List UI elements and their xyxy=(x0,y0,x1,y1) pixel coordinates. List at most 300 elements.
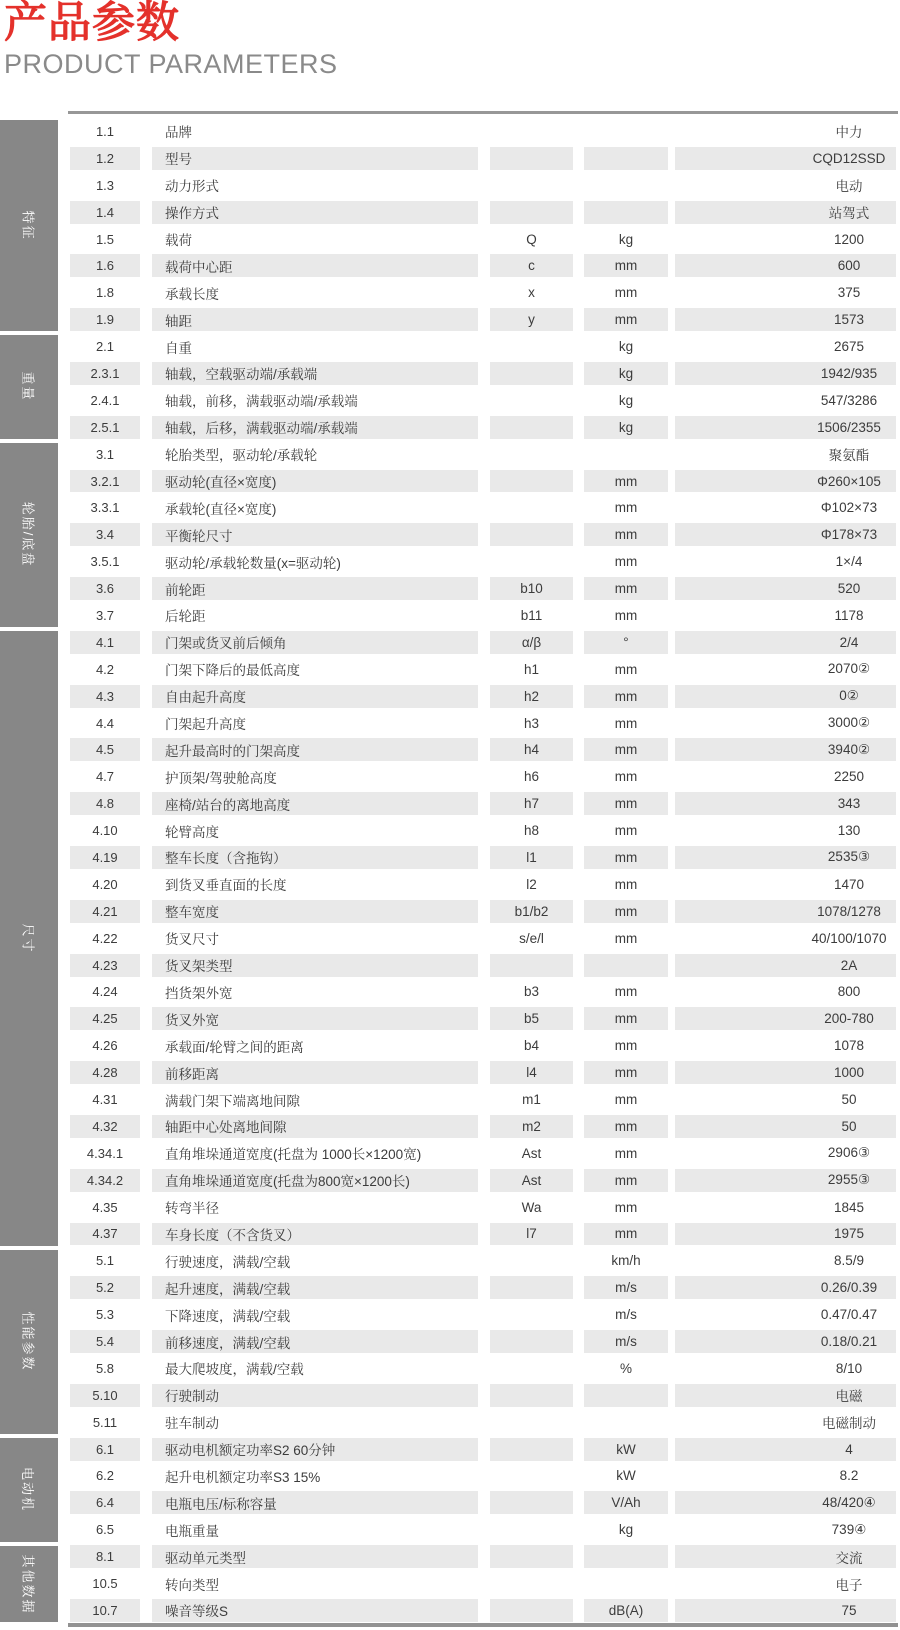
row-number-cell: 5.2 xyxy=(70,1276,140,1299)
symbol-cell xyxy=(490,174,573,197)
symbol-cell xyxy=(490,1357,573,1380)
unit-cell: mm xyxy=(584,738,668,761)
unit-cell: mm xyxy=(584,1169,668,1192)
table-row xyxy=(0,1086,900,1113)
value-cell: 电磁制动 xyxy=(822,1416,876,1432)
section-label: 性能参数 xyxy=(20,1311,36,1372)
symbol-cell: h6 xyxy=(523,769,540,785)
row-number-cell: 4.34.1 xyxy=(86,1145,124,1161)
table-row xyxy=(0,952,900,979)
value-cell: 1000 xyxy=(675,1061,896,1084)
value-cell: 2A xyxy=(675,954,896,977)
unit-cell: mm xyxy=(614,500,638,516)
symbol-cell xyxy=(490,954,573,977)
table-row xyxy=(0,1221,900,1248)
symbol-cell xyxy=(490,496,573,519)
page-subtitle: PRODUCT PARAMETERS xyxy=(4,49,338,79)
value-cell: 1470 xyxy=(833,876,865,892)
param-name-cell: 转弯半径 xyxy=(165,1201,219,1217)
row-number-cell: 5.10 xyxy=(70,1384,140,1407)
table-row xyxy=(0,575,900,602)
param-name-cell: 自由起升高度 xyxy=(152,685,478,708)
table-row xyxy=(0,710,900,737)
symbol-cell xyxy=(490,1599,573,1622)
unit-cell: mm xyxy=(614,1038,638,1054)
symbol-cell xyxy=(490,1465,573,1488)
row-number-cell: 4.28 xyxy=(70,1061,140,1084)
unit-cell: mm xyxy=(584,685,668,708)
symbol-cell: h1 xyxy=(523,661,540,677)
param-name-cell: 起升最高时的门架高度 xyxy=(152,738,478,761)
table-row xyxy=(0,1301,900,1328)
table-row xyxy=(0,1543,900,1570)
row-number-cell: 4.7 xyxy=(95,769,115,785)
symbol-cell xyxy=(490,120,573,143)
value-cell: 547/3286 xyxy=(820,392,878,408)
table-row xyxy=(0,1328,900,1355)
table-row xyxy=(0,1409,900,1436)
row-number-cell: 4.23 xyxy=(70,954,140,977)
row-number-cell: 4.1 xyxy=(70,631,140,654)
unit-cell: mm xyxy=(584,523,668,546)
symbol-cell: m1 xyxy=(522,1092,541,1107)
symbol-cell xyxy=(490,1572,573,1595)
param-name-cell: 货叉外宽 xyxy=(152,1007,478,1030)
symbol-cell xyxy=(490,470,573,493)
param-name-cell: 转向类型 xyxy=(165,1577,219,1593)
row-number-cell: 4.3 xyxy=(70,685,140,708)
row-number-cell: 4.26 xyxy=(92,1038,118,1054)
symbol-cell: b10 xyxy=(490,577,573,600)
param-name-cell: 操作方式 xyxy=(152,201,478,224)
value-cell: 200-780 xyxy=(675,1007,896,1030)
table-row xyxy=(0,118,900,145)
param-name-cell: 护顶架/驾驶舱高度 xyxy=(165,770,277,786)
unit-cell: kg xyxy=(584,362,668,385)
table-row xyxy=(0,1059,900,1086)
value-cell: 2906③ xyxy=(827,1145,871,1161)
table-row xyxy=(0,1436,900,1463)
row-number-cell: 3.5.1 xyxy=(90,554,120,570)
value-cell: 电动 xyxy=(835,179,863,195)
unit-cell: kg xyxy=(618,339,634,355)
unit-cell xyxy=(584,1384,668,1407)
table-row xyxy=(0,226,900,253)
unit-cell: kg xyxy=(618,1522,634,1538)
value-cell: 75 xyxy=(675,1599,896,1622)
symbol-cell: Ast xyxy=(521,1145,542,1161)
unit-cell: m/s xyxy=(584,1276,668,1299)
param-name-cell: 承载长度 xyxy=(165,286,219,302)
unit-cell: mm xyxy=(584,1115,668,1138)
row-number-cell: 6.4 xyxy=(70,1491,140,1514)
row-number-cell: 6.5 xyxy=(95,1522,115,1538)
param-name-cell: 平衡轮尺寸 xyxy=(152,523,478,546)
row-number-cell: 4.21 xyxy=(70,900,140,923)
table-row xyxy=(0,817,900,844)
unit-cell: kg xyxy=(618,392,634,408)
param-name-cell: 前轮距 xyxy=(152,577,478,600)
symbol-cell: m2 xyxy=(490,1115,573,1138)
unit-cell: km/h xyxy=(611,1253,641,1269)
symbol-cell xyxy=(490,201,573,224)
unit-cell: mm xyxy=(614,715,638,731)
value-cell: 8/10 xyxy=(835,1360,863,1376)
param-name-cell: 轴载，后移，满载驱动端/承载端 xyxy=(152,416,478,439)
unit-cell: m/s xyxy=(615,1307,637,1323)
symbol-cell: h7 xyxy=(490,792,573,815)
value-cell: 2675 xyxy=(833,339,865,355)
table-row xyxy=(0,1247,900,1274)
param-name-cell: 车身长度（不含货叉） xyxy=(152,1223,478,1246)
unit-cell xyxy=(584,1411,668,1434)
unit-cell xyxy=(584,174,668,197)
param-name-cell: 驱动电机额定功率S2 60分钟 xyxy=(152,1438,478,1461)
row-number-cell: 6.2 xyxy=(95,1468,115,1484)
unit-cell: mm xyxy=(584,1223,668,1246)
value-cell: 50 xyxy=(841,1092,857,1107)
unit-cell: kW xyxy=(584,1438,668,1461)
unit-cell: mm xyxy=(584,470,668,493)
unit-cell xyxy=(584,1572,668,1595)
param-name-cell: 轴载，空载驱动端/承载端 xyxy=(152,362,478,385)
value-cell: 1078 xyxy=(833,1038,865,1054)
row-number-cell: 3.2.1 xyxy=(70,470,140,493)
page-title: 产品参数 xyxy=(4,0,180,47)
unit-cell: V/Ah xyxy=(584,1491,668,1514)
value-cell: 0② xyxy=(675,685,896,708)
section-label: 轮胎/底盘 xyxy=(20,502,36,568)
value-cell: Φ260×105 xyxy=(675,470,896,493)
value-cell: CQD12SSD xyxy=(675,147,896,170)
symbol-cell xyxy=(490,1249,573,1272)
param-name-cell: 轴载，前移，满载驱动端/承载端 xyxy=(165,394,358,410)
unit-cell xyxy=(584,1545,668,1568)
table-row xyxy=(0,1274,900,1301)
symbol-cell xyxy=(490,1491,573,1514)
param-name-cell: 轮胎类型，驱动轮/承载轮 xyxy=(165,448,318,464)
section-label: 重量 xyxy=(20,371,36,402)
table-row xyxy=(0,145,900,172)
table-row xyxy=(0,172,900,199)
unit-cell: mm xyxy=(614,1199,638,1215)
section-label: 尺寸 xyxy=(20,923,36,954)
row-number-cell: 1.6 xyxy=(70,254,140,277)
table-row xyxy=(0,441,900,468)
symbol-cell: c xyxy=(490,254,573,277)
table-row xyxy=(0,1005,900,1032)
unit-cell: mm xyxy=(614,554,638,570)
symbol-cell xyxy=(490,523,573,546)
param-name-cell: 满载门架下端离地间隙 xyxy=(165,1093,300,1109)
table-row xyxy=(0,387,900,414)
symbol-cell: l7 xyxy=(490,1223,573,1246)
row-number-cell: 4.25 xyxy=(70,1007,140,1030)
row-number-cell: 3.7 xyxy=(95,607,115,623)
row-number-cell: 4.4 xyxy=(95,715,115,731)
value-cell: 2535③ xyxy=(675,846,896,869)
param-name-cell: 前移距离 xyxy=(152,1061,478,1084)
unit-cell: mm xyxy=(584,577,668,600)
unit-cell: mm xyxy=(584,254,668,277)
table-row xyxy=(0,1516,900,1543)
unit-cell: mm xyxy=(614,1092,638,1107)
symbol-cell xyxy=(490,1438,573,1461)
table-row xyxy=(0,1597,900,1624)
value-cell: 4 xyxy=(675,1438,896,1461)
param-name-cell: 轴距 xyxy=(152,308,478,331)
row-number-cell: 1.1 xyxy=(95,123,115,139)
param-name-cell: 电瓶重量 xyxy=(165,1523,219,1539)
row-number-cell: 4.5 xyxy=(70,738,140,761)
table-row xyxy=(0,1382,900,1409)
row-number-cell: 5.11 xyxy=(92,1414,118,1430)
table-row xyxy=(0,979,900,1006)
value-cell: 0.47/0.47 xyxy=(820,1307,878,1323)
table-row xyxy=(0,1167,900,1194)
param-name-cell: 载荷 xyxy=(165,233,192,248)
param-name-cell: 动力形式 xyxy=(165,179,219,195)
param-name-cell: 承载轮(直径×宽度) xyxy=(165,501,277,517)
table-row xyxy=(0,199,900,226)
symbol-cell: s/e/l xyxy=(519,930,544,946)
param-name-cell: 直角堆垛通道宽度(托盘为 1000长×1200宽) xyxy=(165,1147,422,1163)
row-number-cell: 2.5.1 xyxy=(70,416,140,439)
row-number-cell: 1.3 xyxy=(95,177,115,193)
value-cell: 电子 xyxy=(835,1577,863,1593)
unit-cell xyxy=(584,120,668,143)
table-row xyxy=(0,1032,900,1059)
value-cell: 1942/935 xyxy=(675,362,896,385)
unit-cell: kg xyxy=(584,416,668,439)
symbol-cell xyxy=(490,1276,573,1299)
unit-cell: mm xyxy=(584,846,668,869)
symbol-cell: b1/b2 xyxy=(490,900,573,923)
row-number-cell: 4.8 xyxy=(70,792,140,815)
symbol-cell: Ast xyxy=(490,1169,573,1192)
unit-cell: kW xyxy=(616,1468,636,1484)
param-name-cell: 轮臂高度 xyxy=(165,824,219,840)
row-number-cell: 4.35 xyxy=(92,1199,118,1215)
unit-cell: mm xyxy=(614,876,638,892)
table-row xyxy=(0,871,900,898)
param-name-cell: 驻车制动 xyxy=(165,1416,219,1432)
symbol-cell: b5 xyxy=(490,1007,573,1030)
table-row xyxy=(0,683,900,710)
param-name-cell: 门架或货叉前后倾角 xyxy=(152,631,478,654)
table-top-rule xyxy=(68,111,898,114)
unit-cell xyxy=(584,147,668,170)
symbol-cell: l2 xyxy=(526,876,537,892)
table-row xyxy=(0,521,900,548)
table-row xyxy=(0,333,900,360)
value-cell: Φ102×73 xyxy=(820,500,878,516)
row-number-cell: 2.1 xyxy=(95,339,115,355)
table-row xyxy=(0,468,900,495)
symbol-cell: y xyxy=(490,308,573,331)
parameters-table xyxy=(0,118,900,1624)
value-cell: 1178 xyxy=(834,607,864,623)
unit-cell: mm xyxy=(584,1061,668,1084)
value-cell: 8.5/9 xyxy=(833,1253,865,1269)
row-number-cell: 1.8 xyxy=(95,285,115,301)
row-number-cell: 4.20 xyxy=(92,876,118,892)
table-row xyxy=(0,548,900,575)
value-cell: 聚氨酯 xyxy=(828,448,870,464)
table-row xyxy=(0,736,900,763)
section-label: 其他数据 xyxy=(20,1554,36,1615)
value-cell: 交流 xyxy=(675,1545,896,1568)
value-cell: 1200 xyxy=(833,231,865,247)
row-number-cell: 3.3.1 xyxy=(90,500,120,516)
value-cell: 电磁 xyxy=(675,1384,896,1407)
row-number-cell: 1.9 xyxy=(70,308,140,331)
symbol-cell: l1 xyxy=(490,846,573,869)
row-number-cell: 6.1 xyxy=(70,1438,140,1461)
table-row xyxy=(0,925,900,952)
value-cell: 48/420④ xyxy=(675,1491,896,1514)
param-name-cell: 前移速度，满载/空载 xyxy=(152,1330,478,1353)
value-cell: 343 xyxy=(675,792,896,815)
param-name-cell: 到货叉垂直面的长度 xyxy=(165,878,287,894)
value-cell: 1975 xyxy=(675,1223,896,1246)
table-row xyxy=(0,1489,900,1516)
unit-cell: mm xyxy=(614,984,638,1000)
row-number-cell: 1.2 xyxy=(70,147,140,170)
symbol-cell xyxy=(490,335,573,358)
param-name-cell: 最大爬坡度，满载/空载 xyxy=(165,1362,304,1378)
symbol-cell xyxy=(490,550,573,573)
table-row xyxy=(0,1113,900,1140)
unit-cell: kg xyxy=(618,231,634,247)
param-name-cell: 自重 xyxy=(165,340,192,356)
param-name-cell: 轴距中心处离地间隙 xyxy=(152,1115,478,1138)
value-cell: Φ178×73 xyxy=(675,523,896,546)
symbol-cell xyxy=(490,362,573,385)
unit-cell: ° xyxy=(584,631,668,654)
symbol-cell: h3 xyxy=(523,715,540,731)
table-row xyxy=(0,602,900,629)
param-name-cell: 货叉架类型 xyxy=(152,954,478,977)
value-cell: 0.18/0.21 xyxy=(675,1330,896,1353)
symbol-cell: h4 xyxy=(490,738,573,761)
value-cell: 0.26/0.39 xyxy=(675,1276,896,1299)
value-cell: 2250 xyxy=(833,769,865,785)
symbol-cell xyxy=(490,1411,573,1434)
symbol-cell xyxy=(490,389,573,412)
unit-cell: mm xyxy=(614,1145,638,1161)
value-cell: 40/100/1070 xyxy=(811,930,887,946)
row-number-cell: 4.19 xyxy=(70,846,140,869)
unit-cell: mm xyxy=(584,792,668,815)
symbol-cell: α/β xyxy=(490,631,573,654)
value-cell: 中力 xyxy=(835,125,863,141)
param-name-cell: 门架下降后的最低高度 xyxy=(165,663,300,679)
value-cell: 600 xyxy=(675,254,896,277)
symbol-cell xyxy=(490,1545,573,1568)
value-cell: 2070② xyxy=(827,661,871,677)
value-cell: 1573 xyxy=(675,308,896,331)
row-number-cell: 4.22 xyxy=(92,930,118,946)
table-row xyxy=(0,1140,900,1167)
table-row xyxy=(0,898,900,925)
table-row xyxy=(0,1570,900,1597)
param-name-cell: 驱动轮(直径×宽度) xyxy=(152,470,478,493)
row-number-cell: 1.4 xyxy=(70,201,140,224)
param-name-cell: 行驶速度，满载/空载 xyxy=(165,1254,291,1270)
param-name-cell: 品牌 xyxy=(165,125,192,141)
param-name-cell: 载荷中心距 xyxy=(152,254,478,277)
section-label: 特征 xyxy=(20,210,36,241)
param-name-cell: 型号 xyxy=(152,147,478,170)
table-row xyxy=(0,252,900,279)
row-number-cell: 4.31 xyxy=(92,1092,118,1107)
table-row xyxy=(0,414,900,441)
value-cell: 800 xyxy=(837,984,861,1000)
row-number-cell: 2.3.1 xyxy=(70,362,140,385)
symbol-cell: l4 xyxy=(490,1061,573,1084)
row-number-cell: 4.10 xyxy=(92,823,118,839)
unit-cell: mm xyxy=(614,769,638,785)
unit-cell: mm xyxy=(584,900,668,923)
row-number-cell: 8.1 xyxy=(70,1545,140,1568)
param-name-cell: 电瓶电压/标称容量 xyxy=(152,1491,478,1514)
table-row xyxy=(0,306,900,333)
param-name-cell: 驱动单元类型 xyxy=(152,1545,478,1568)
value-cell: 2955③ xyxy=(675,1169,896,1192)
unit-cell: mm xyxy=(614,607,638,623)
row-number-cell: 10.5 xyxy=(92,1576,118,1592)
symbol-cell: h2 xyxy=(490,685,573,708)
table-row xyxy=(0,360,900,387)
unit-cell: m/s xyxy=(584,1330,668,1353)
section-label: 电动机 xyxy=(20,1467,36,1513)
unit-cell xyxy=(584,443,668,466)
symbol-cell: b4 xyxy=(523,1038,540,1054)
row-number-cell: 5.4 xyxy=(70,1330,140,1353)
row-number-cell: 5.3 xyxy=(95,1307,115,1323)
value-cell: 站驾式 xyxy=(675,201,896,224)
symbol-cell: Wa xyxy=(521,1199,542,1215)
unit-cell: % xyxy=(619,1360,632,1376)
table-row xyxy=(0,1355,900,1382)
row-number-cell: 4.2 xyxy=(95,661,115,677)
value-cell: 1078/1278 xyxy=(675,900,896,923)
param-name-cell: 起升速度，满载/空载 xyxy=(152,1276,478,1299)
param-name-cell: 噪音等级S xyxy=(152,1599,478,1622)
unit-cell: mm xyxy=(614,661,638,677)
symbol-cell: h8 xyxy=(523,823,540,839)
table-row xyxy=(0,629,900,656)
table-bottom-rule xyxy=(68,1623,898,1627)
row-number-cell: 10.7 xyxy=(70,1599,140,1622)
unit-cell xyxy=(584,201,668,224)
param-name-cell: 下降速度，满载/空载 xyxy=(165,1308,291,1324)
row-number-cell: 4.37 xyxy=(70,1223,140,1246)
table-row xyxy=(0,790,900,817)
row-number-cell: 2.4.1 xyxy=(90,392,120,408)
value-cell: 8.2 xyxy=(839,1468,859,1484)
param-name-cell: 挡货架外宽 xyxy=(165,985,233,1001)
unit-cell: dB(A) xyxy=(584,1599,668,1622)
symbol-cell: Q xyxy=(526,231,537,247)
param-name-cell: 后轮距 xyxy=(165,609,206,625)
unit-cell: mm xyxy=(614,285,638,301)
value-cell: 3940② xyxy=(675,738,896,761)
symbol-cell: x xyxy=(528,285,535,301)
symbol-cell: b3 xyxy=(523,984,540,1000)
unit-cell xyxy=(584,954,668,977)
